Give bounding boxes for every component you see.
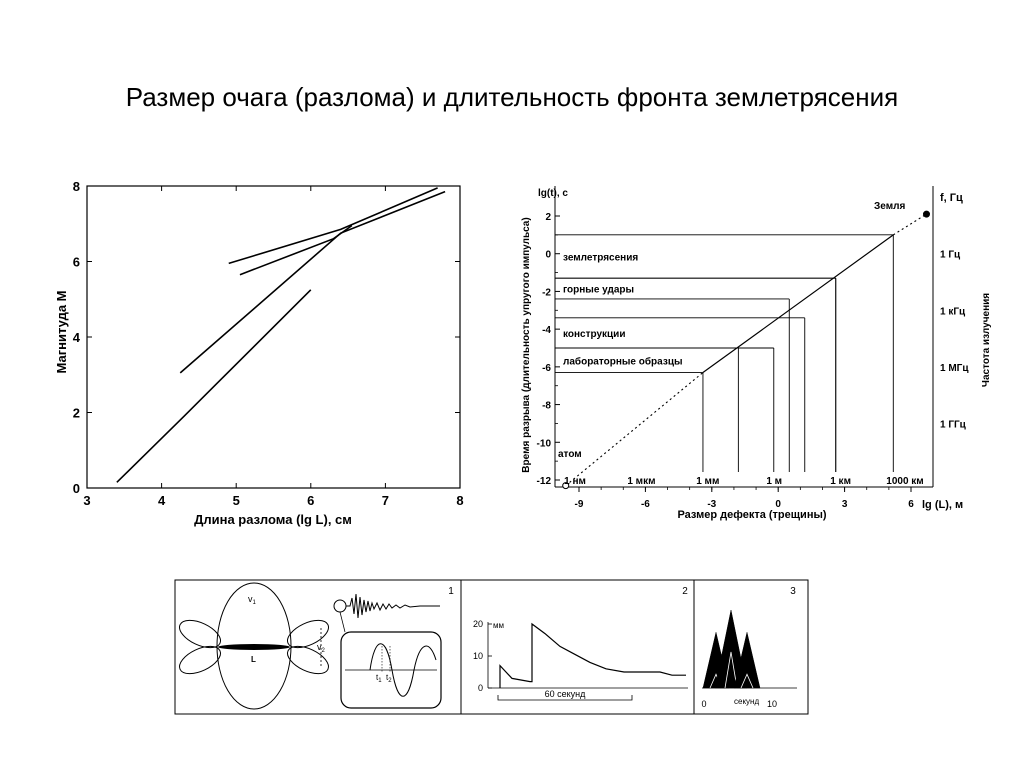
c2-endpoint-end: Земля	[874, 201, 906, 212]
c2-solid-segment	[703, 235, 893, 373]
p2-duration-label: 60 секунд	[544, 689, 586, 699]
c1-ytick-label: 4	[72, 330, 80, 345]
c2-xtick-label: -3	[707, 499, 717, 510]
t2-label-main: t	[386, 673, 389, 682]
v2-label-main: v	[317, 642, 322, 652]
fault-segment	[218, 644, 290, 650]
c1-y-axis	[73, 179, 460, 496]
c1-ytick-label: 8	[72, 179, 80, 194]
c2-ylabel: Время разрыва (длительность упругого импульса)	[521, 217, 532, 473]
c1-xtick-label: 5	[232, 493, 240, 508]
c2-regions	[555, 235, 893, 472]
c2-xtick-label: 6	[908, 499, 914, 510]
v1-label-sub: 1	[252, 600, 256, 606]
c1-series-line-1	[117, 290, 311, 483]
c2-ytick-label: -4	[542, 325, 551, 337]
t1-label-sub: 1	[378, 678, 382, 684]
panel-number-3: 3	[790, 586, 796, 597]
c2-right-label: Частота излучения	[981, 292, 992, 388]
c1-series-line-3	[229, 188, 438, 264]
panel-number-1: 1	[448, 586, 454, 597]
c2-ytick-label: 0	[545, 249, 551, 261]
c2-freq-label: 1 МГц	[940, 362, 969, 374]
c2-xtick-label: 3	[841, 499, 848, 510]
c2-size-label: 1 нм	[564, 476, 586, 487]
c2-ytick-label: -12	[536, 476, 551, 487]
p3-xtick-label: 10	[766, 699, 778, 709]
v2-label-sub: 2	[321, 648, 325, 654]
c2-frequency-labels	[940, 250, 969, 431]
t1-label-main: t	[376, 673, 379, 682]
c2-freq-label: 1 ГГц	[940, 419, 966, 431]
c2-ytick-label: -6	[542, 362, 551, 374]
c2-size-label: 1 мкм	[627, 476, 656, 487]
c2-y-axis	[537, 212, 560, 487]
c2-region-label: лабораторные образцы	[563, 356, 683, 368]
c2-y-axis-name: lg(t), с	[538, 188, 568, 199]
c2-size-labels	[564, 476, 924, 487]
c1-ylabel: Магнитуда M	[54, 290, 69, 374]
c2-region-label: землетрясения	[563, 252, 639, 264]
c2-freq-label: 1 кГц	[940, 306, 966, 318]
c2-endpoint-start: атом	[558, 449, 582, 460]
panel-number-2: 2	[682, 586, 688, 597]
c1-xlabel: Длина разлома (lg L), см	[194, 512, 352, 527]
c1-ytick-label: 0	[72, 481, 80, 496]
c1-ytick-label: 2	[72, 405, 80, 421]
magnitude-chart-frame	[87, 186, 460, 488]
c2-size-label: 1000 км	[886, 476, 924, 487]
c2-xtick-label: -9	[574, 499, 584, 510]
v1-label-main: v	[248, 594, 253, 604]
p3-xlabel: секунд	[734, 697, 760, 706]
magnitude-chart	[54, 179, 464, 527]
c1-xtick-label: 3	[83, 493, 91, 508]
c2-x-axis-name: lg (L), м	[922, 499, 964, 511]
c2-dotted-segment	[566, 373, 703, 486]
c2-ytick-label: 2	[545, 212, 551, 223]
c1-ytick-label: 6	[72, 254, 80, 270]
c2-region-label: горные удары	[563, 284, 635, 296]
c2-earth-marker	[923, 211, 929, 217]
c2-region-label: конструкции	[563, 328, 626, 340]
c1-series-line-2	[180, 192, 445, 373]
c2-ytick-label: -8	[542, 400, 551, 412]
p2-unit: мм	[493, 621, 504, 630]
c1-xtick-label: 8	[456, 493, 464, 508]
p2-ytick-label: 10	[472, 651, 483, 661]
c2-ytick-label: -10	[536, 438, 551, 450]
c1-xtick-label: 7	[381, 493, 390, 508]
c2-xtick-label: 0	[775, 499, 781, 510]
c2-size-label: 1 м	[766, 476, 783, 487]
c1-xtick-label: 6	[307, 493, 315, 508]
t2-label-sub: 2	[388, 678, 392, 684]
c2-size-label: 1 мм	[696, 476, 720, 487]
slide-title: Размер очага (разлома) и длительность фронта землетрясения	[125, 82, 899, 112]
c2-dotted-segment	[893, 214, 926, 235]
center-label: L	[251, 655, 256, 664]
c1-series-line-4	[240, 226, 352, 275]
p2-ytick-label: 20	[472, 619, 483, 629]
c1-series-group	[117, 188, 445, 482]
bottom-figure	[175, 580, 808, 714]
p3-xtick-label: 0	[701, 699, 707, 709]
c1-xtick-label: 4	[157, 493, 166, 508]
c2-xlabel: Размер дефекта (трещины)	[677, 509, 827, 521]
c2-ytick-label: -2	[542, 287, 551, 299]
c2-freq-label: 1 Гц	[940, 249, 961, 261]
c2-x-axis	[575, 487, 915, 510]
c2-xtick-label: -6	[640, 499, 650, 510]
rupture-time-chart	[521, 186, 992, 521]
c2-right-axis-name: f, Гц	[940, 192, 963, 204]
c2-size-label: 1 км	[830, 476, 851, 487]
p2-ytick-label: 0	[477, 683, 483, 693]
